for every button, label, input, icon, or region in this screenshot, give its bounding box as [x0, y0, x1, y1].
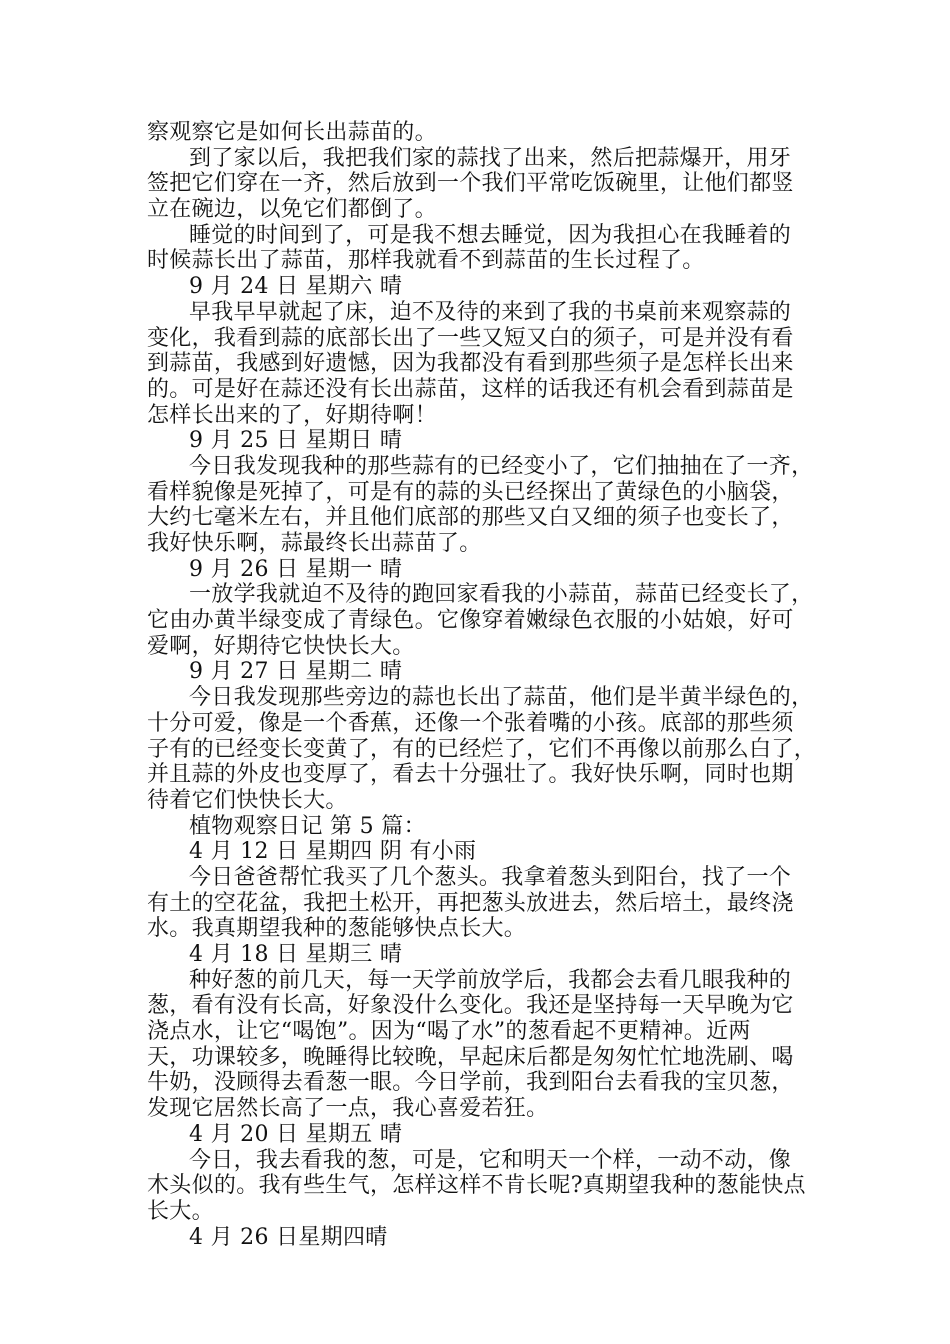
text-line: 一放学我就迫不及待的跑回家看我的小蒜苗，蒜苗已经变长了，: [189, 582, 814, 608]
diary-date-heading: 9 月 24 日 星期六 晴: [189, 274, 403, 300]
text-line: 发现它居然长高了一点，我心喜爱若狂。: [147, 1096, 549, 1122]
text-line: 到蒜苗，我感到好遗憾，因为我都没有看到那些须子是怎样长出来: [147, 351, 794, 377]
text-line: 看样貌像是死掉了，可是有的蒜的头已经探出了黄绿色的小脑袋，: [147, 479, 794, 505]
text-line: 葱，看有没有长高，好象没什么变化。我还是坚持每一天早晚为它: [147, 993, 794, 1019]
text-line: 水。我真期望我种的葱能够快点长大。: [147, 916, 527, 942]
text-line: 木头似的。我有些生气，怎样这样不肯长呢?真期望我种的葱能快点: [147, 1173, 806, 1199]
text-line: 的。可是好在蒜还没有长出蒜苗，这样的话我还有机会看到蒜苗是: [147, 376, 794, 402]
text-line: 爱啊，好期待它快快长大。: [147, 633, 415, 659]
text-line: 长大。: [147, 1198, 214, 1224]
document-page: [147, 120, 827, 1250]
diary-date-heading: 9 月 26 日 星期一 晴: [189, 556, 403, 582]
text-line: 十分可爱，像是一个香蕉，还像一个张着嘴的小孩。底部的那些须: [147, 710, 794, 736]
text-line: 它由办黄半绿变成了青绿色。它像穿着嫩绿色衣服的小姑娘，好可: [147, 608, 794, 634]
text-line: 天，功课较多，晚睡得比较晚，早起床后都是匆匆忙忙地洗刷、喝: [147, 1044, 794, 1070]
diary-date-heading: 9 月 25 日 星期日 晴: [189, 428, 403, 454]
text-line: 大约七毫米左右，并且他们底部的那些又白又细的须子也变长了，: [147, 505, 794, 531]
text-line: 有土的空花盆，我把土松开，再把葱头放进去，然后培土，最终浇: [147, 890, 794, 916]
text-line: 牛奶，没顾得去看葱一眼。今日学前，我到阳台去看我的宝贝葱，: [147, 1070, 794, 1096]
text-line: 早我早早就起了床，迫不及待的来到了我的书桌前来观察蒜的: [189, 299, 792, 325]
diary-date-heading: 4 月 18 日 星期三 晴: [189, 942, 403, 967]
text-line: 时候蒜长出了蒜苗，那样我就看不到蒜苗的生长过程了。: [147, 248, 705, 274]
text-line: 今日我发现我种的那些蒜有的已经变小了，它们抽抽在了一齐，: [189, 453, 814, 479]
text-line: 子有的已经变长变黄了，有的已经烂了，它们不再像以前那么白了，: [147, 736, 817, 762]
section-title: 植物观察日记 第 5 篇：: [189, 813, 426, 839]
text-line: 今日我发现那些旁边的蒜也长出了蒜苗，他们是半黄半绿色的，: [189, 685, 814, 711]
text-line: 并且蒜的外皮也变厚了，看去十分强壮了。我好快乐啊，同时也期: [147, 762, 794, 788]
diary-date-heading: 4 月 12 日 星期四 阴 有小雨: [189, 839, 477, 865]
text-line: 签把它们穿在一齐，然后放到一个我们平常吃饭碗里，让他们都竖: [147, 171, 794, 197]
text-line: 我好快乐啊，蒜最终长出蒜苗了。: [147, 531, 482, 556]
diary-date-heading: 9 月 27 日 星期二 晴: [189, 659, 403, 685]
text-line: 今日，我去看我的葱，可是，它和明天一个样，一动不动，像: [189, 1147, 792, 1173]
diary-date-heading: 4 月 20 日 星期五 晴: [189, 1121, 403, 1147]
text-line: 种好葱的前几天，每一天学前放学后，我都会去看几眼我种的: [189, 967, 792, 993]
text-line: 浇点水，让它“喝饱”。因为“喝了水”的葱看起不更精神。近两: [147, 1019, 751, 1045]
text-line: 变化，我看到蒜的底部长出了一些又短又白的须子，可是并没有看: [147, 325, 794, 351]
text-line: 立在碗边，以免它们都倒了。: [147, 197, 437, 223]
text-line: 怎样长出来的了，好期待啊！: [147, 402, 437, 428]
text-line: 到了家以后，我把我们家的蒜找了出来，然后把蒜爆开，用牙: [189, 145, 792, 171]
text-line: 察观察它是如何长出蒜苗的。: [147, 120, 437, 145]
text-line: 待着它们快快长大。: [147, 787, 348, 813]
text-line: 今日爸爸帮忙我买了几个葱头。我拿着葱头到阳台，找了一个: [189, 864, 792, 890]
diary-date-heading: 4 月 26 日星期四晴: [189, 1224, 388, 1250]
text-line: 睡觉的时间到了，可是我不想去睡觉，因为我担心在我睡着的: [189, 222, 792, 248]
